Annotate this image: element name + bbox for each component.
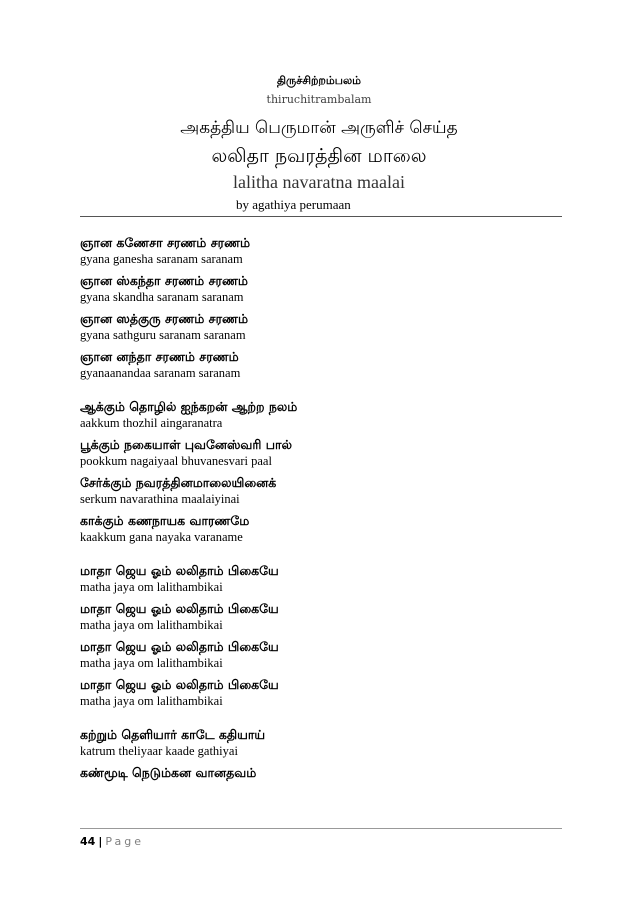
- page-footer: [80, 835, 144, 848]
- verse-line-tamil: சேர்க்கும் நவரத்தினமாலையினைக்: [80, 475, 277, 490]
- verse-line-english: gyanaanandaa saranam saranam: [80, 366, 241, 380]
- work-title-english: lalitha navaratna maalai: [233, 172, 405, 192]
- verse-body: [80, 234, 560, 797]
- verse-line-english: gyana ganesha saranam saranam: [80, 252, 243, 266]
- verse-line-tamil: மாதா ஜெய ஓம் லலிதாம் பிகையே: [80, 563, 279, 578]
- verse-line-tamil: ஞான கணேசா சரணம் சரணம்: [80, 235, 251, 250]
- verse-line-tamil: ஆக்கும் தொழில் ஐந்கறன் ஆற்ற நலம்: [80, 399, 298, 414]
- verse-line-english: serkum navarathina maalaiyinai: [80, 492, 240, 506]
- verse-line-tamil: மாதா ஜெய ஓம் லலிதாம் பிகையே: [80, 601, 279, 616]
- verse-line-english: kaakkum gana nayaka varaname: [80, 530, 243, 544]
- verse-line-english: matha jaya om lalithambikai: [80, 694, 223, 708]
- author-line: by agathiya perumaan: [236, 197, 351, 212]
- stanza: [80, 726, 560, 781]
- verse-line-english: matha jaya om lalithambikai: [80, 656, 223, 670]
- verse-line-english: matha jaya om lalithambikai: [80, 580, 223, 594]
- verse-line-english: gyana sathguru saranam saranam: [80, 328, 246, 342]
- verse-line-english: gyana skandha saranam saranam: [80, 290, 244, 304]
- subtitle-tamil: அகத்திய பெருமான் அருளிச் செய்த: [180, 118, 458, 138]
- title-english: thiruchitrambalam: [266, 93, 372, 106]
- footer-divider: [80, 828, 562, 829]
- verse-line-tamil: பூக்கும் நகையாள் புவனேஸ்வரி பால்: [80, 437, 292, 452]
- header-divider: [80, 216, 562, 217]
- page-number: 44: [80, 835, 96, 848]
- verse-line-tamil: ஞான ஸத்குரு சரணம் சரணம்: [80, 311, 249, 326]
- work-title-tamil: லலிதா நவரத்தின மாலை: [211, 145, 427, 167]
- stanza: [80, 234, 560, 382]
- footer-separator: |: [98, 835, 103, 848]
- verse-line-tamil: ஞான ஸ்கந்தா சரணம் சரணம்: [80, 273, 248, 288]
- verse-line-english: pookkum nagaiyaal bhuvanesvari paal: [80, 454, 272, 468]
- stanza: [80, 398, 560, 546]
- verse-line-tamil: கண்மூடி நெடும்கன வானதவம்: [80, 765, 257, 780]
- verse-line-tamil: காக்கும் கணநாயக வாரணமே: [80, 513, 250, 528]
- verse-line-english: katrum theliyaar kaade gathiyai: [80, 744, 238, 758]
- verse-line-english: aakkum thozhil aingaranatra: [80, 416, 223, 430]
- verse-line-english: matha jaya om lalithambikai: [80, 618, 223, 632]
- stanza: [80, 562, 560, 710]
- page-label: Page: [105, 835, 144, 848]
- verse-line-tamil: கற்றும் தெளியார் காடே கதியாய்: [80, 727, 266, 742]
- title-tamil: திருச்சிற்றம்பலம்: [277, 74, 361, 87]
- verse-line-tamil: ஞான னந்தா சரணம் சரணம்: [80, 349, 239, 364]
- verse-line-tamil: மாதா ஜெய ஓம் லலிதாம் பிகையே: [80, 677, 279, 692]
- verse-line-tamil: மாதா ஜெய ஓம் லலிதாம் பிகையே: [80, 639, 279, 654]
